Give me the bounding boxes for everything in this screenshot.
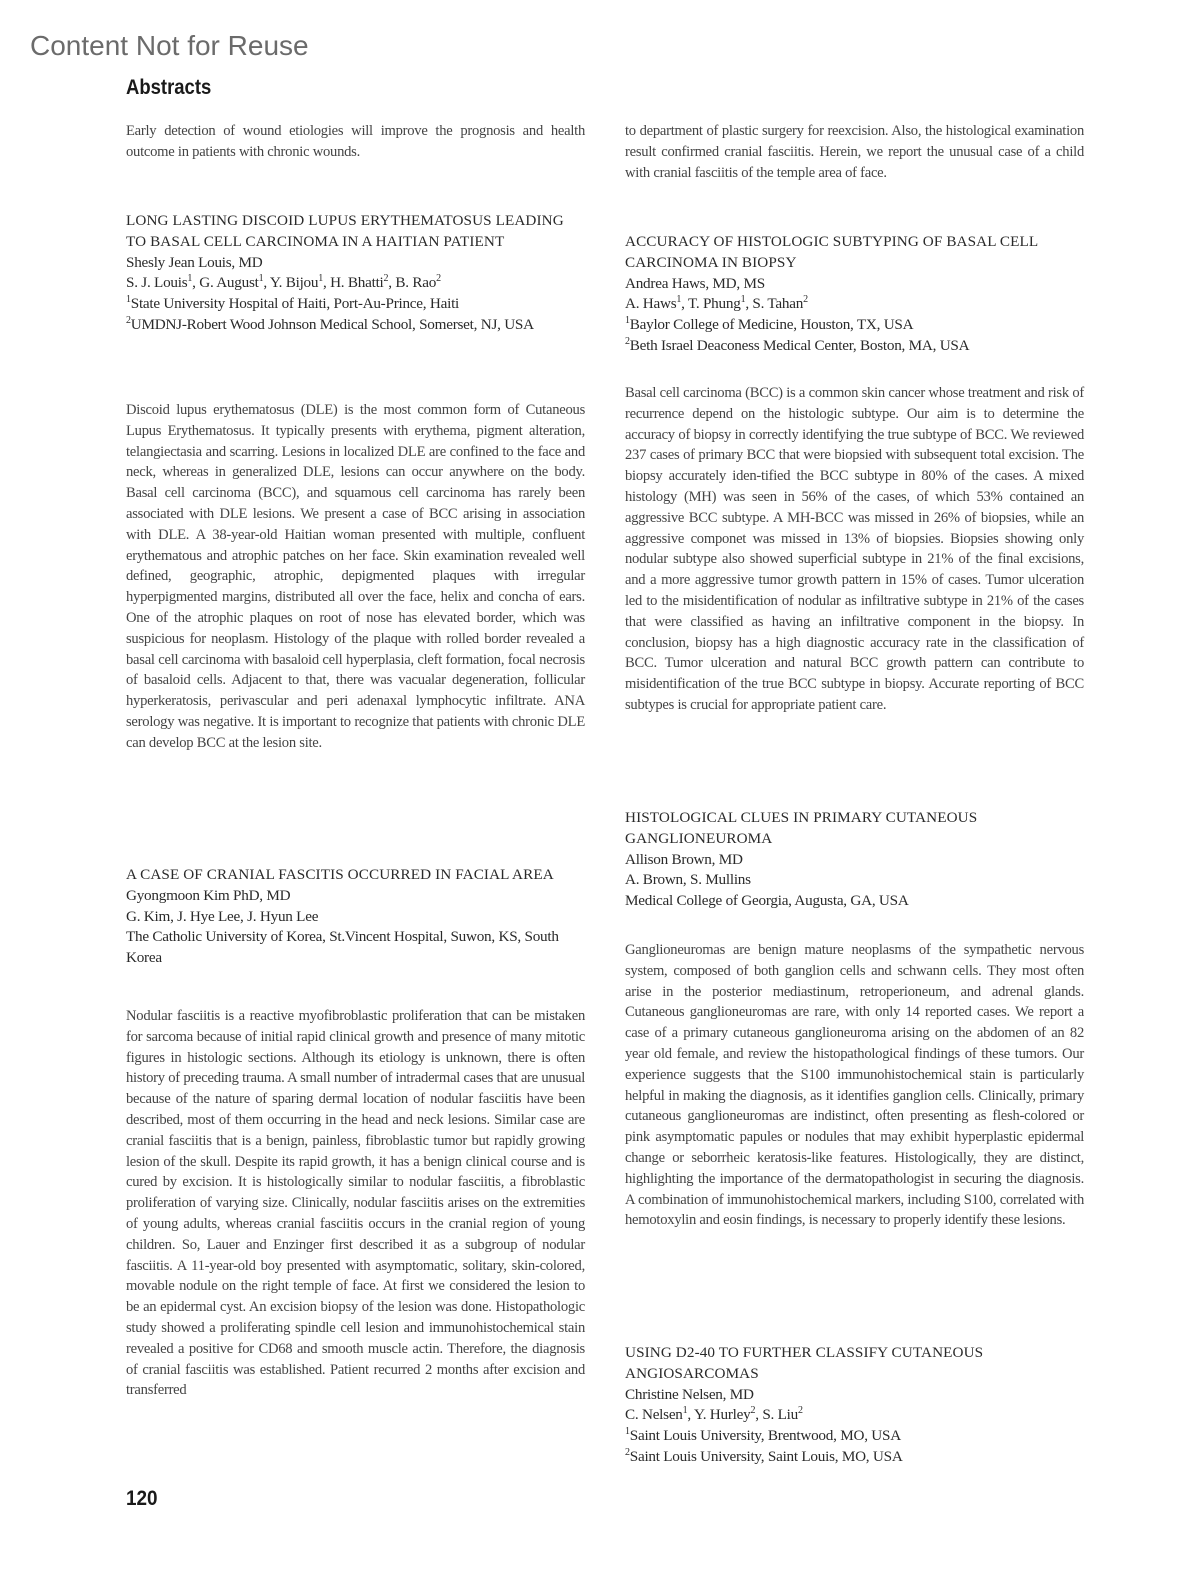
author-name: G. August (199, 274, 259, 292)
right-intro-paragraph: to department of plastic surgery for reexcision. Also, the histological examination result confirmed cranial fasciitis. Herein, we report the unusual case of a child with cranial fasciitis of the temple area of face. (625, 123, 1084, 181)
affiliation-mark: 1 (740, 294, 746, 306)
author-name: Y. Bijou (269, 274, 319, 292)
author-list: A. Brown, S. Mullins (625, 871, 751, 889)
affiliation-text: Beth Israel Deaconess Medical Center, Boston, MA, USA (629, 336, 970, 354)
affiliation-mark: 1 (126, 294, 131, 306)
affiliation (126, 294, 585, 315)
affiliation-mark: 2 (126, 314, 131, 326)
abstract-title: HISTOLOGICAL CLUES IN PRIMARY CUTANEOUS GANGLIONEUROMA (625, 809, 978, 847)
affiliation-text: Saint Louis University, Saint Louis, MO, USA (629, 1447, 903, 1465)
affiliation-mark: 1 (258, 273, 264, 285)
affiliation (126, 927, 585, 969)
affiliation-mark: 2 (625, 335, 630, 347)
author-name: B. Rao (395, 274, 437, 292)
presenter: Allison Brown, MD (625, 850, 743, 868)
author-list: A. Haws$^1$, T. Phung$^1$, S. Tahan$^2$ (625, 294, 808, 313)
affiliation-text: The Catholic University of Korea, St.Vincent Hospital, Suwon, KS, South Korea (126, 928, 559, 967)
author-name: A. Brown (625, 871, 683, 889)
affiliation-mark: 2 (436, 273, 441, 285)
author-list: S. J. Louis$^1$, G. August$^1$, Y. Bijou$^1$, H. Bhatti$^2$, B. Rao$^2$ (126, 273, 441, 292)
presenter: Andrea Haws, MD, MS (625, 274, 765, 292)
affiliation-mark: 2 (383, 273, 389, 285)
abstract-body: Basal cell carcinoma (BCC) is a common skin cancer whose treatment and risk of recurrence depend on the histologic subtype. Our aim is to determine the accuracy of biopsy in correctly identifying the true subtype of BCC. We reviewed 237 cases of primary BCC that were biopsied with subsequent total excision. The biopsy accurately iden-tified the BCC subtype in 80% of the cases. A mixed histology (MH) was seen in 56% of the cases, of which 53% contained an aggressive BCC subtype. A MH-BCC was missed in 26% of biopsies, while an aggressive componet was missed in 13% of biopsies. Biopsies showing only nodular subtype also showed superficial subtype in 21% of the final excisions, and a more aggressive tumor growth pattern in 15% of cases. Tumor ulceration led to the misidentification of nodular as infiltrative subtype in 21% of the cases that were classified as having an infiltrative component in the biopsy. In conclusion, biopsy has a high diagnostic accuracy rate in the classification of BCC. Tumor ulceration and natural BCC growth pattern can contribute to misidentification of the true BCC subtype in biopsy. Accurate reporting of BCC subtypes is crucial for appropriate patient care. (625, 385, 1084, 713)
abstract-body: Ganglioneuromas are benign mature neoplasms of the sympathetic nervous system, composed of both ganglion cells and schwann cells. They most often arise in the posterior mediastinum, retroperioneum, and adrenal glands. Cutaneous ganglioneuromas are rare, with only 14 reported cases. We report a case of a primary cutaneous ganglioneuroma arising on the abdomen of an 82 year old female, and review the histopathological findings of these tumors. Our experience suggests that the S100 immunohistochemical stain is particularly helpful in making the diagnosis, as it identifies ganglion cells. Clinically, primary cutaneous ganglioneuromas are indistinct, often presenting as flesh-colored or pink asymptomatic papules or nodules that may exhibit hyperplastic epidermal change or seborrheic keratosis-like features. Histologically, they are distinct, highlighting the importance of the dermatopathologist in securing the diagnosis. A combination of immunohistochemical markers, including S100, correlated with hemotoxylin and eosin findings, is necessary to properly identify these lesions. (625, 942, 1084, 1229)
author-name: C. Nelsen (625, 1406, 683, 1424)
author-name: A. Haws (625, 295, 677, 313)
affiliation (625, 891, 1084, 912)
author-name: S. Tahan (752, 295, 804, 313)
affiliation-text: State University Hospital of Haiti, Port-Au-Prince, Haiti (130, 295, 460, 313)
watermark: Content Not for Reuse (30, 30, 309, 61)
affiliation-mark: 2 (750, 1405, 756, 1417)
author-name: S. Liu (762, 1406, 798, 1424)
affiliation-mark: 2 (797, 1405, 803, 1417)
author-name: S. Mullins (690, 871, 751, 889)
affiliation-mark: 1 (625, 1426, 630, 1438)
affiliation-text: Baylor College of Medicine, Houston, TX, USA (629, 316, 914, 334)
author-name: H. Bhatti (330, 274, 384, 292)
affiliation-text: Saint Louis University, Brentwood, MO, USA (629, 1427, 901, 1445)
author-name: T. Phung (687, 295, 741, 313)
affiliation (625, 336, 1084, 357)
affiliation-text: UMDNJ-Robert Wood Johnson Medical School, Somerset, NJ, USA (130, 315, 534, 333)
abstract-body: Nodular fasciitis is a reactive myofibroblastic proliferation that can be mistaken for sarcoma because of initial rapid clinical growth and presence of many mitotic figures in histologic sections. Although its etiology is unknown, there is often history of preceding trauma. A small number of intradermal cases that are unusual because of the nature of sparing dermal location of nodular fasciitis have been described, most of them occurring in the head and neck lesions. Similar case are cranial fasciitis that is a benign, painless, fibroblastic tumor but rapidly growing lesion of the skull. Despite its rapid growth, it has a benign clinical course and is cured by excision. It is histologically similar to nodular fasciitis, a fibroblastic proliferation of varying size. Clinically, nodular fasciitis arises on the extremities of young adults, whereas cranial fasciitis occurs in the cranial region of young children. So, Lauer and Enzinger first described it as a subgroup of nodular fasciitis. A 11-year-old boy presented with asymptomatic, solitary, skin-colored, movable nodule on the right temple of face. At first we considered the lesion to be an epidermal cyst. An excision biopsy of the lesion was done. Histopathologic study showed a proliferating spindle cell lesion and immunohistochemical stain revealed a positive for CD68 and smooth muscle actin. Therefore, the diagnosis of cranial fasciitis was established. Patient recurred 2 months after excision and transferred (126, 1008, 585, 1399)
author-name: J. Hyun Lee (247, 907, 319, 925)
author-list: C. Nelsen$^1$, Y. Hurley$^2$, S. Liu$^2$ (625, 1405, 803, 1424)
affiliation (625, 1426, 1084, 1447)
affiliation-mark: 1 (318, 273, 323, 285)
author-name: J. Hye Lee (177, 907, 241, 925)
affiliation (625, 315, 1084, 336)
abstract-body: Discoid lupus erythematosus (DLE) is the most common form of Cutaneous Lupus Erythematosus. It typically presents with erythema, pigment alteration, telangiectasia and scarring. Lesions in localized DLE are confined to the face and neck, whereas in generalized DLE, lesions can occur anywhere on the body. Basal cell carcinoma (BCC), and squamous cell carcinoma has rarely been associated with DLE lesions. We present a case of BCC arising in association with DLE. A 38-year-old Haitian woman presented with multiple, confluent erythematous and atrophic patches on her face. Skin examination revealed well defined, geographic, atrophic, depigmented plaques with irregular hyperpigmented margins, distributed all over the face, helix and concha of ears. One of the atrophic plaques on root of nose has elevated border, which was suspicious for neoplasm. Histology of the plaque with rolled border revealed a basal cell carcinoma with basaloid cell hyperplasia, cleft formation, focal necrosis of basaloid cells. Adjacent to that, there was vacualar degeneration, follicular hyperkeratosis, perivascular and peri adenaxal lymphocytic infiltrate. ANA serology was negative. It is important to recognize that patients with chronic DLE can develop BCC at the lesion site. (126, 402, 585, 751)
abstract-title: LONG LASTING DISCOID LUPUS ERYTHEMATOSUS LEADING TO BASAL CELL CARCINOMA IN A HAITIAN PATIENT (126, 212, 564, 250)
affiliation-mark: 2 (625, 1446, 630, 1458)
presenter: Shesly Jean Louis, MD (126, 253, 263, 271)
left-intro-paragraph: Early detection of wound etiologies will improve the prognosis and health outcome in patients with chronic wounds. (126, 123, 585, 160)
affiliation-mark: 1 (676, 294, 682, 306)
affiliation (126, 315, 585, 336)
affiliation-mark: 1 (682, 1405, 688, 1417)
affiliation (625, 1447, 1084, 1468)
abstract-title: USING D2-40 TO FURTHER CLASSIFY CUTANEOUS ANGIOSARCOMAS (625, 1344, 984, 1382)
page-number: 120 (126, 1487, 158, 1510)
abstract-title: ACCURACY OF HISTOLOGIC SUBTYPING OF BASAL CELL CARCINOMA IN BIOPSY (625, 233, 1038, 271)
author-name: G. Kim (126, 907, 171, 925)
abstract-title: A CASE OF CRANIAL FASCITIS OCCURRED IN FACIAL AREA (126, 866, 554, 883)
section-title: Abstracts (126, 76, 212, 99)
author-list: G. Kim, J. Hye Lee, J. Hyun Lee (126, 907, 319, 925)
affiliation-text: Medical College of Georgia, Augusta, GA, USA (625, 892, 909, 910)
affiliation-mark: 1 (187, 273, 193, 285)
presenter: Christine Nelsen, MD (625, 1385, 754, 1403)
affiliation-mark: 2 (803, 294, 808, 306)
author-name: Y. Hurley (693, 1406, 751, 1424)
presenter: Gyongmoon Kim PhD, MD (126, 886, 291, 904)
affiliation-mark: 1 (625, 315, 630, 327)
author-name: S. J. Louis (126, 274, 188, 292)
